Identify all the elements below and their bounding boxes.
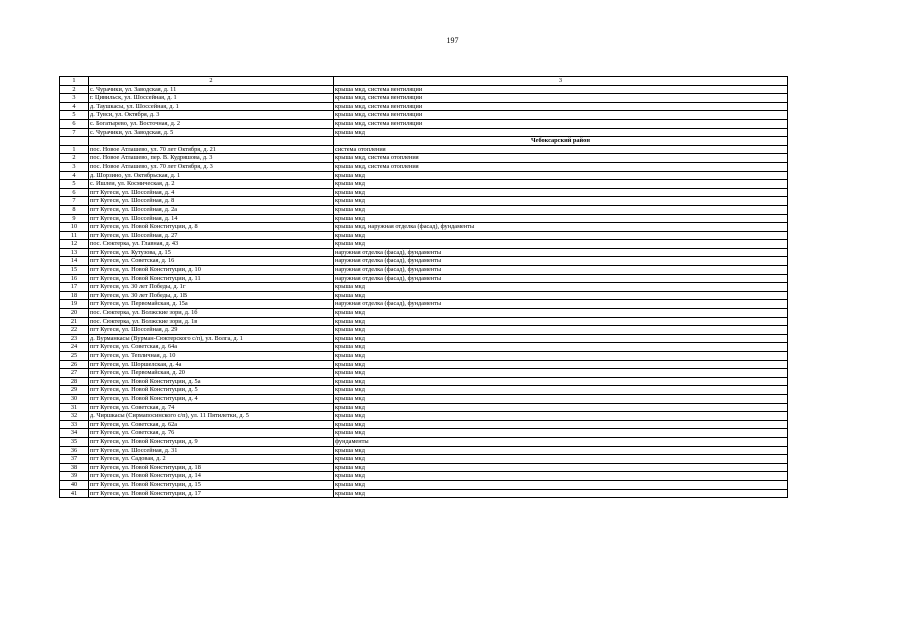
table-row xyxy=(60,463,788,472)
row-address: пгт Кугеси, ул. Шоссейная, д. 2а xyxy=(89,205,334,214)
table-row xyxy=(60,480,788,489)
table-row xyxy=(60,266,788,275)
table-row xyxy=(60,85,788,94)
row-address: пгт Кугеси, ул. Советская, д. 74 xyxy=(89,403,334,412)
row-address: пгт Кугеси, ул. Новой Конституции, д. 8 xyxy=(89,223,334,232)
row-works: крыша мкд xyxy=(334,472,788,481)
row-number: 27 xyxy=(60,369,89,378)
row-works: наружная отделка (фасад), фундаменты xyxy=(334,274,788,283)
row-address: пгт Кугеси, ул. Советская, д. 62а xyxy=(89,420,334,429)
row-address: пгт Кугеси, ул. Шоссейная, д. 29 xyxy=(89,326,334,335)
row-works: крыша мкд xyxy=(334,309,788,318)
row-number: 13 xyxy=(60,248,89,257)
row-address: с. Чурачики, ул. Заводская, д. 11 xyxy=(89,85,334,94)
row-works: система отопления xyxy=(334,145,788,154)
row-works: крыша мкд, система отопления xyxy=(334,154,788,163)
row-address: д. Тувси, ул. Октября, д. 3 xyxy=(89,111,334,120)
table-row xyxy=(60,257,788,266)
row-works: наружная отделка (фасад), фундаменты xyxy=(334,248,788,257)
row-address: пгт Кугеси, ул. Советская, д. 16 xyxy=(89,257,334,266)
row-number: 19 xyxy=(60,300,89,309)
row-works: крыша мкд xyxy=(334,377,788,386)
row-number: 30 xyxy=(60,394,89,403)
row-works: крыша мкд xyxy=(334,369,788,378)
row-works: крыша мкд xyxy=(334,326,788,335)
table-row xyxy=(60,188,788,197)
row-address: пос. Сюктерка, ул. Волжские зори, д. 1б xyxy=(89,309,334,318)
row-number: 11 xyxy=(60,231,89,240)
row-number: 17 xyxy=(60,283,89,292)
table-row xyxy=(60,111,788,120)
table-row xyxy=(60,377,788,386)
row-number: 39 xyxy=(60,472,89,481)
row-works: крыша мкд xyxy=(334,205,788,214)
row-address: пос. Новое Атлашево, ул. 70 лет Октября, д. 21 xyxy=(89,145,334,154)
section-title: Чебоксарский район xyxy=(334,137,788,146)
row-address: пгт Кугеси, ул. Шоссейная, д. 8 xyxy=(89,197,334,206)
row-number: 22 xyxy=(60,326,89,335)
row-number: 23 xyxy=(60,334,89,343)
table-row xyxy=(60,223,788,232)
table-row xyxy=(60,128,788,137)
table-row xyxy=(60,455,788,464)
row-works: крыша мкд xyxy=(334,128,788,137)
row-address: д. Чиршкасы (Сирмапосинского с/п), ул. 11 Пятилетки, д. 5 xyxy=(89,412,334,421)
header-col-number: 1 xyxy=(60,77,89,86)
table-row xyxy=(60,472,788,481)
row-address: д. Шорзино, ул. Октябрьская, д. 1 xyxy=(89,171,334,180)
row-number: 9 xyxy=(60,214,89,223)
row-works: крыша мкд xyxy=(334,283,788,292)
row-works: крыша мкд xyxy=(334,171,788,180)
table-row xyxy=(60,162,788,171)
row-number: 15 xyxy=(60,266,89,275)
row-works: крыша мкд xyxy=(334,197,788,206)
row-number: 31 xyxy=(60,403,89,412)
row-works: крыша мкд xyxy=(334,180,788,189)
row-address: пгт Кугеси, ул. Новой Конституции, д. 14 xyxy=(89,472,334,481)
row-address: пгт Кугеси, ул. Первомайская, д. 20 xyxy=(89,369,334,378)
row-number: 38 xyxy=(60,463,89,472)
header-col-works: 3 xyxy=(334,77,788,86)
row-number: 1 xyxy=(60,145,89,154)
row-number: 41 xyxy=(60,489,89,498)
row-works: крыша мкд, наружная отделка (фасад), фундаменты xyxy=(334,223,788,232)
row-number: 14 xyxy=(60,257,89,266)
row-address: пгт Кугеси, ул. Кутузова, д. 15 xyxy=(89,248,334,257)
row-address: пгт Кугеси, ул. 30 лет Победы, д. 1г xyxy=(89,283,334,292)
table-row xyxy=(60,171,788,180)
table-row xyxy=(60,446,788,455)
table-row xyxy=(60,283,788,292)
table-row xyxy=(60,489,788,498)
row-works: крыша мкд xyxy=(334,360,788,369)
section-empty-cell xyxy=(89,137,334,146)
table-row xyxy=(60,154,788,163)
row-number: 37 xyxy=(60,455,89,464)
table-row xyxy=(60,119,788,128)
row-number: 32 xyxy=(60,412,89,421)
table-row xyxy=(60,274,788,283)
table-row xyxy=(60,240,788,249)
row-address: с. Богатырево, ул. Восточная, д. 2 xyxy=(89,119,334,128)
row-works: крыша мкд xyxy=(334,334,788,343)
row-works: фундаменты xyxy=(334,437,788,446)
row-number: 26 xyxy=(60,360,89,369)
row-number: 35 xyxy=(60,437,89,446)
table-body xyxy=(60,77,788,498)
table-row xyxy=(60,437,788,446)
table-row xyxy=(60,326,788,335)
row-address: пгт Кугеси, ул. Шоршелская, д. 4а xyxy=(89,360,334,369)
table-row xyxy=(60,369,788,378)
row-number: 10 xyxy=(60,223,89,232)
table-row xyxy=(60,94,788,103)
table-row xyxy=(60,343,788,352)
row-address: пгт Кугеси, ул. Новой Конституции, д. 9 xyxy=(89,437,334,446)
table-row xyxy=(60,429,788,438)
row-address: пгт Кугеси, ул. Тепличная, д. 10 xyxy=(89,352,334,361)
table-row xyxy=(60,214,788,223)
row-works: крыша мкд xyxy=(334,231,788,240)
row-works: крыша мкд xyxy=(334,463,788,472)
row-number: 4 xyxy=(60,102,89,111)
row-address: пгт Кугеси, ул. Шоссейная, д. 27 xyxy=(89,231,334,240)
row-address: пгт Кугеси, ул. Садовая, д. 2 xyxy=(89,455,334,464)
row-address: пос. Сюктерка, ул. Главная, д. 43 xyxy=(89,240,334,249)
row-works: крыша мкд xyxy=(334,480,788,489)
section-row xyxy=(60,137,788,146)
row-number: 8 xyxy=(60,205,89,214)
row-works: крыша мкд xyxy=(334,343,788,352)
row-number: 6 xyxy=(60,119,89,128)
table-row xyxy=(60,317,788,326)
row-address: пос. Сюктерка, ул. Волжские зори, д. 1в xyxy=(89,317,334,326)
row-number: 2 xyxy=(60,85,89,94)
row-address: пос. Новое Атлашево, ул. 70 лет Октября, д. 3 xyxy=(89,162,334,171)
table-row xyxy=(60,300,788,309)
row-works: крыша мкд xyxy=(334,394,788,403)
row-works: крыша мкд xyxy=(334,429,788,438)
row-address: с. Чурачики, ул. Заводская, д. 5 xyxy=(89,128,334,137)
row-address: д. Вурманкасы (Вурман-Сюктерского с/п), ул. Волга, д. 1 xyxy=(89,334,334,343)
table-row xyxy=(60,309,788,318)
row-number: 4 xyxy=(60,171,89,180)
row-address: пгт Кугеси, ул. Советская, д. 76 xyxy=(89,429,334,438)
row-number: 34 xyxy=(60,429,89,438)
table-header-row xyxy=(60,77,788,86)
row-number: 24 xyxy=(60,343,89,352)
row-address: пгт Кугеси, ул. Новой Конституции, д. 10 xyxy=(89,266,334,275)
row-number: 36 xyxy=(60,446,89,455)
row-works: крыша мкд, система вентиляции xyxy=(334,119,788,128)
row-number: 18 xyxy=(60,291,89,300)
table-row xyxy=(60,334,788,343)
row-number: 21 xyxy=(60,317,89,326)
row-address: пгт Кугеси, ул. Советская, д. 64а xyxy=(89,343,334,352)
row-works: крыша мкд xyxy=(334,446,788,455)
row-address: пгт Кугеси, ул. Шоссейная, д. 31 xyxy=(89,446,334,455)
row-number: 33 xyxy=(60,420,89,429)
row-number: 6 xyxy=(60,188,89,197)
row-address: с. Ишлеи, ул. Космическая, д. 2 xyxy=(89,180,334,189)
row-number: 20 xyxy=(60,309,89,318)
row-address: пгт Кугеси, ул. Новой Конституции, д. 5а xyxy=(89,377,334,386)
row-address: г. Цивильск, ул. Шоссейная, д. 1 xyxy=(89,94,334,103)
row-address: пгт Кугеси, ул. Шоссейная, д. 14 xyxy=(89,214,334,223)
row-number: 7 xyxy=(60,128,89,137)
row-address: пгт Кугеси, ул. Первомайская, д. 15а xyxy=(89,300,334,309)
table-row xyxy=(60,420,788,429)
row-works: крыша мкд xyxy=(334,420,788,429)
table-row xyxy=(60,197,788,206)
header-col-address: 2 xyxy=(89,77,334,86)
table-row xyxy=(60,394,788,403)
row-number: 3 xyxy=(60,162,89,171)
table-row xyxy=(60,205,788,214)
row-works: крыша мкд, система вентиляции xyxy=(334,85,788,94)
table-row xyxy=(60,403,788,412)
row-address: д. Таушкасы, ул. Шоссейная, д. 1 xyxy=(89,102,334,111)
row-works: крыша мкд xyxy=(334,240,788,249)
row-number: 16 xyxy=(60,274,89,283)
table-row xyxy=(60,248,788,257)
row-number: 2 xyxy=(60,154,89,163)
row-number: 7 xyxy=(60,197,89,206)
row-works: крыша мкд xyxy=(334,489,788,498)
table-row xyxy=(60,386,788,395)
table-row xyxy=(60,145,788,154)
page-number: 197 xyxy=(446,36,459,45)
table-row xyxy=(60,352,788,361)
row-number: 3 xyxy=(60,94,89,103)
row-works: крыша мкд xyxy=(334,317,788,326)
row-works: крыша мкд, система вентиляции xyxy=(334,111,788,120)
row-number: 12 xyxy=(60,240,89,249)
row-works: наружная отделка (фасад), фундаменты xyxy=(334,257,788,266)
row-works: крыша мкд xyxy=(334,352,788,361)
table-row xyxy=(60,360,788,369)
row-works: наружная отделка (фасад), фундаменты xyxy=(334,266,788,275)
row-address: пгт Кугеси, ул. Новой Конституции, д. 4 xyxy=(89,394,334,403)
row-works: крыша мкд, система вентиляции xyxy=(334,102,788,111)
row-works: крыша мкд xyxy=(334,291,788,300)
row-works: крыша мкд xyxy=(334,214,788,223)
repair-works-table xyxy=(59,76,788,498)
table-row xyxy=(60,412,788,421)
row-address: пос. Новое Атлашево, пер. В. Кудряшова, д. 3 xyxy=(89,154,334,163)
row-works: наружная отделка (фасад), фундаменты xyxy=(334,300,788,309)
row-address: пгт Кугеси, ул. Новой Конституции, д. 15 xyxy=(89,480,334,489)
row-number: 25 xyxy=(60,352,89,361)
row-works: крыша мкд xyxy=(334,455,788,464)
table-row xyxy=(60,231,788,240)
row-address: пгт Кугеси, ул. Новой Конституции, д. 5 xyxy=(89,386,334,395)
row-works: крыша мкд xyxy=(334,403,788,412)
row-address: пгт Кугеси, ул. 30 лет Победы, д. 1В xyxy=(89,291,334,300)
table-row xyxy=(60,102,788,111)
row-works: крыша мкд, система вентиляции xyxy=(334,94,788,103)
row-works: крыша мкд xyxy=(334,386,788,395)
row-number: 40 xyxy=(60,480,89,489)
section-empty-cell xyxy=(60,137,89,146)
row-works: крыша мкд xyxy=(334,412,788,421)
row-address: пгт Кугеси, ул. Новой Конституции, д. 18 xyxy=(89,463,334,472)
table-row xyxy=(60,291,788,300)
row-address: пгт Кугеси, ул. Новой Конституции, д. 11 xyxy=(89,274,334,283)
row-works: крыша мкд, система отопления xyxy=(334,162,788,171)
row-address: пгт Кугеси, ул. Шоссейная, д. 4 xyxy=(89,188,334,197)
row-address: пгт Кугеси, ул. Новой Конституции, д. 17 xyxy=(89,489,334,498)
row-works: крыша мкд xyxy=(334,188,788,197)
row-number: 29 xyxy=(60,386,89,395)
table-row xyxy=(60,180,788,189)
row-number: 5 xyxy=(60,111,89,120)
row-number: 5 xyxy=(60,180,89,189)
row-number: 28 xyxy=(60,377,89,386)
